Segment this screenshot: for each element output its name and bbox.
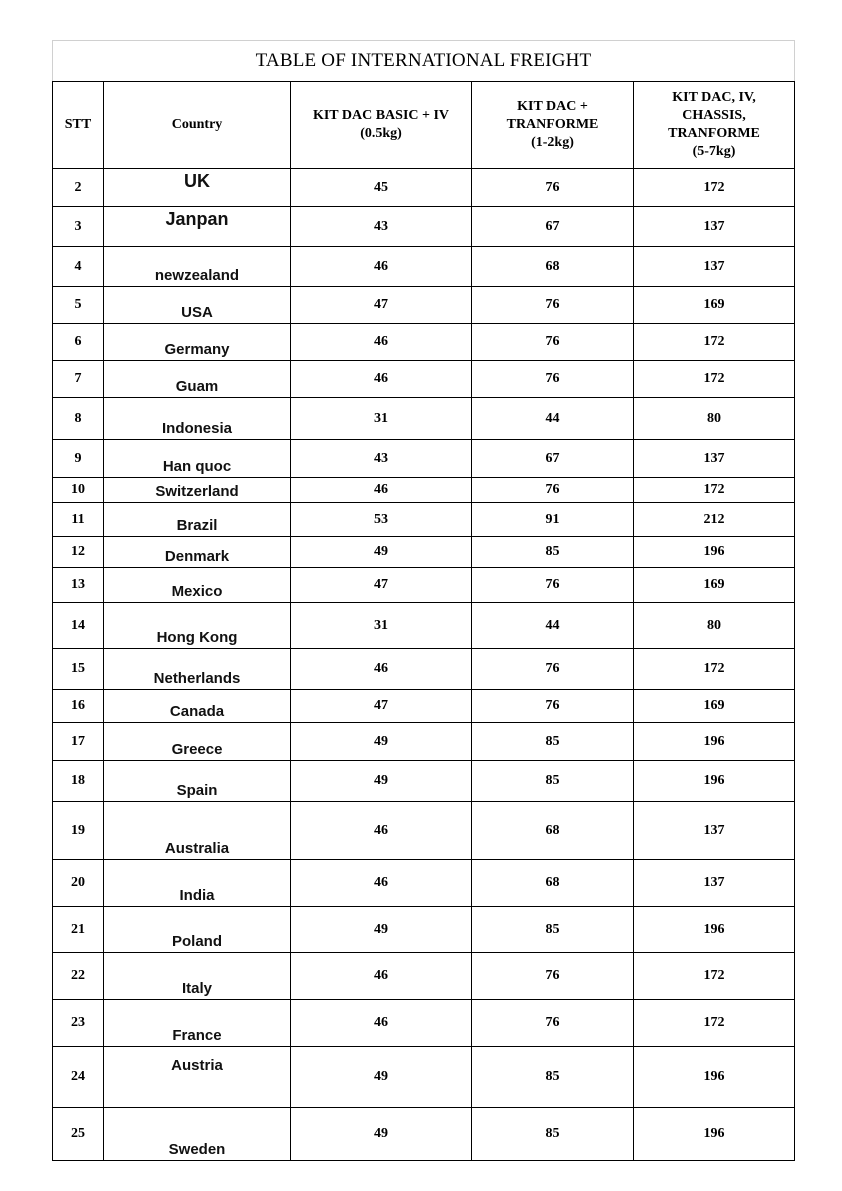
country-cell: India [104, 860, 291, 907]
country-cell: Guam [104, 361, 291, 398]
kit-tranforme-cell: 76 [472, 690, 634, 723]
stt-cell: 19 [53, 802, 104, 860]
header-kit-basic-iv-weight: (0.5kg) [360, 126, 402, 141]
kit-chassis-cell: 196 [634, 1047, 795, 1108]
stt-cell: 9 [53, 440, 104, 478]
kit-basic-iv-cell: 53 [291, 503, 472, 537]
stt-cell: 14 [53, 603, 104, 649]
kit-chassis-cell: 196 [634, 537, 795, 568]
kit-basic-iv-cell: 46 [291, 478, 472, 503]
kit-tranforme-cell: 76 [472, 169, 634, 207]
stt-cell: 13 [53, 568, 104, 603]
kit-basic-iv-cell: 43 [291, 207, 472, 247]
header-kit-chassis-weight: (5-7kg) [692, 144, 736, 159]
kit-tranforme-cell: 76 [472, 953, 634, 1000]
country-cell: Sweden [104, 1108, 291, 1161]
kit-tranforme-cell: 85 [472, 761, 634, 802]
table-row [53, 1108, 795, 1161]
kit-tranforme-cell: 67 [472, 207, 634, 247]
table-row [53, 761, 795, 802]
table-row [53, 1047, 795, 1108]
kit-chassis-cell: 172 [634, 953, 795, 1000]
country-cell: Han quoc [104, 440, 291, 478]
table-row [53, 907, 795, 953]
header-kit-tranforme-line2: TRANFORME [506, 117, 599, 132]
kit-tranforme-cell: 68 [472, 802, 634, 860]
table-row [53, 287, 795, 324]
country-cell: France [104, 1000, 291, 1047]
country-cell: Hong Kong [104, 603, 291, 649]
table-row [53, 324, 795, 361]
table-row [53, 398, 795, 440]
stt-cell: 22 [53, 953, 104, 1000]
header-kit-basic-iv [291, 82, 472, 169]
header-kit-tranforme [472, 82, 634, 169]
kit-chassis-cell: 196 [634, 761, 795, 802]
stt-cell: 15 [53, 649, 104, 690]
table-row [53, 478, 795, 503]
kit-tranforme-cell: 76 [472, 324, 634, 361]
kit-tranforme-cell: 85 [472, 1047, 634, 1108]
country-cell: Netherlands [104, 649, 291, 690]
kit-basic-iv-cell: 49 [291, 537, 472, 568]
kit-chassis-cell: 137 [634, 802, 795, 860]
country-cell: Australia [104, 802, 291, 860]
stt-cell: 10 [53, 478, 104, 503]
stt-cell: 8 [53, 398, 104, 440]
kit-tranforme-cell: 76 [472, 649, 634, 690]
kit-tranforme-cell: 76 [472, 568, 634, 603]
country-cell: Spain [104, 761, 291, 802]
country-cell: Mexico [104, 568, 291, 603]
kit-tranforme-cell: 76 [472, 287, 634, 324]
header-kit-tranforme-line1: KIT DAC + [517, 99, 588, 114]
kit-basic-iv-cell: 43 [291, 440, 472, 478]
kit-basic-iv-cell: 47 [291, 287, 472, 324]
country-cell: Denmark [104, 537, 291, 568]
stt-cell: 25 [53, 1108, 104, 1161]
kit-tranforme-cell: 44 [472, 398, 634, 440]
kit-chassis-cell: 137 [634, 207, 795, 247]
table-row [53, 802, 795, 860]
kit-basic-iv-cell: 46 [291, 1000, 472, 1047]
kit-chassis-cell: 80 [634, 603, 795, 649]
table-row [53, 1000, 795, 1047]
kit-tranforme-cell: 85 [472, 537, 634, 568]
kit-tranforme-cell: 68 [472, 247, 634, 287]
stt-cell: 21 [53, 907, 104, 953]
header-kit-chassis-line2: CHASSIS, [682, 108, 746, 123]
country-cell: Greece [104, 723, 291, 761]
table-body [53, 169, 795, 1161]
kit-basic-iv-cell: 49 [291, 1047, 472, 1108]
kit-chassis-cell: 169 [634, 287, 795, 324]
header-kit-chassis [634, 82, 795, 169]
header-kit-chassis-line1: KIT DAC, IV, [672, 90, 756, 105]
stt-cell: 6 [53, 324, 104, 361]
kit-tranforme-cell: 91 [472, 503, 634, 537]
kit-basic-iv-cell: 49 [291, 761, 472, 802]
kit-tranforme-cell: 67 [472, 440, 634, 478]
kit-chassis-cell: 196 [634, 907, 795, 953]
stt-cell: 3 [53, 207, 104, 247]
kit-chassis-cell: 196 [634, 723, 795, 761]
stt-cell: 20 [53, 860, 104, 907]
stt-cell: 4 [53, 247, 104, 287]
table-row [53, 603, 795, 649]
stt-cell: 12 [53, 537, 104, 568]
stt-cell: 2 [53, 169, 104, 207]
kit-chassis-cell: 137 [634, 440, 795, 478]
kit-chassis-cell: 169 [634, 690, 795, 723]
table-row [53, 361, 795, 398]
country-cell: Indonesia [104, 398, 291, 440]
stt-cell: 7 [53, 361, 104, 398]
kit-basic-iv-cell: 31 [291, 398, 472, 440]
stt-cell: 11 [53, 503, 104, 537]
kit-tranforme-cell: 44 [472, 603, 634, 649]
kit-basic-iv-cell: 46 [291, 860, 472, 907]
header-kit-chassis-line3: TRANFORME [668, 126, 760, 141]
kit-chassis-cell: 137 [634, 860, 795, 907]
kit-tranforme-cell: 85 [472, 723, 634, 761]
table-row [53, 953, 795, 1000]
kit-tranforme-cell: 76 [472, 478, 634, 503]
table-row [53, 860, 795, 907]
freight-table [52, 40, 795, 1161]
kit-chassis-cell: 196 [634, 1108, 795, 1161]
table-row [53, 440, 795, 478]
stt-cell: 24 [53, 1047, 104, 1108]
kit-basic-iv-cell: 46 [291, 247, 472, 287]
stt-cell: 16 [53, 690, 104, 723]
kit-tranforme-cell: 76 [472, 361, 634, 398]
kit-basic-iv-cell: 45 [291, 169, 472, 207]
country-cell: Brazil [104, 503, 291, 537]
header-kit-basic-iv-line: KIT DAC BASIC + IV [312, 108, 450, 123]
country-cell: UK [104, 169, 291, 207]
country-cell: Janpan [104, 207, 291, 247]
kit-chassis-cell: 172 [634, 478, 795, 503]
kit-basic-iv-cell: 49 [291, 1108, 472, 1161]
kit-chassis-cell: 172 [634, 169, 795, 207]
country-cell: Poland [104, 907, 291, 953]
stt-cell: 17 [53, 723, 104, 761]
kit-chassis-cell: 212 [634, 503, 795, 537]
kit-chassis-cell: 172 [634, 1000, 795, 1047]
table-row [53, 690, 795, 723]
country-cell: Canada [104, 690, 291, 723]
table-row [53, 207, 795, 247]
kit-chassis-cell: 172 [634, 361, 795, 398]
table-title: TABLE OF INTERNATIONAL FREIGHT [53, 41, 795, 82]
kit-basic-iv-cell: 49 [291, 907, 472, 953]
kit-chassis-cell: 172 [634, 324, 795, 361]
kit-basic-iv-cell: 46 [291, 324, 472, 361]
country-cell: Germany [104, 324, 291, 361]
stt-cell: 18 [53, 761, 104, 802]
stt-cell: 5 [53, 287, 104, 324]
kit-chassis-cell: 137 [634, 247, 795, 287]
header-country: Country [104, 82, 291, 169]
kit-basic-iv-cell: 47 [291, 568, 472, 603]
kit-basic-iv-cell: 49 [291, 723, 472, 761]
kit-basic-iv-cell: 46 [291, 649, 472, 690]
table-row [53, 649, 795, 690]
table-row [53, 503, 795, 537]
country-cell: USA [104, 287, 291, 324]
kit-tranforme-cell: 76 [472, 1000, 634, 1047]
stt-cell: 23 [53, 1000, 104, 1047]
kit-basic-iv-cell: 31 [291, 603, 472, 649]
kit-tranforme-cell: 85 [472, 907, 634, 953]
table-row [53, 537, 795, 568]
table-row [53, 723, 795, 761]
country-cell: Austria [104, 1047, 291, 1108]
country-cell: Switzerland [104, 478, 291, 503]
header-stt: STT [53, 82, 104, 169]
kit-basic-iv-cell: 46 [291, 953, 472, 1000]
table-row [53, 169, 795, 207]
kit-chassis-cell: 169 [634, 568, 795, 603]
kit-chassis-cell: 80 [634, 398, 795, 440]
kit-basic-iv-cell: 46 [291, 802, 472, 860]
country-cell: Italy [104, 953, 291, 1000]
header-kit-tranforme-weight: (1-2kg) [531, 135, 574, 150]
kit-tranforme-cell: 85 [472, 1108, 634, 1161]
table-row [53, 247, 795, 287]
kit-basic-iv-cell: 47 [291, 690, 472, 723]
table-row [53, 568, 795, 603]
kit-tranforme-cell: 68 [472, 860, 634, 907]
kit-chassis-cell: 172 [634, 649, 795, 690]
kit-basic-iv-cell: 46 [291, 361, 472, 398]
country-cell: newzealand [104, 247, 291, 287]
